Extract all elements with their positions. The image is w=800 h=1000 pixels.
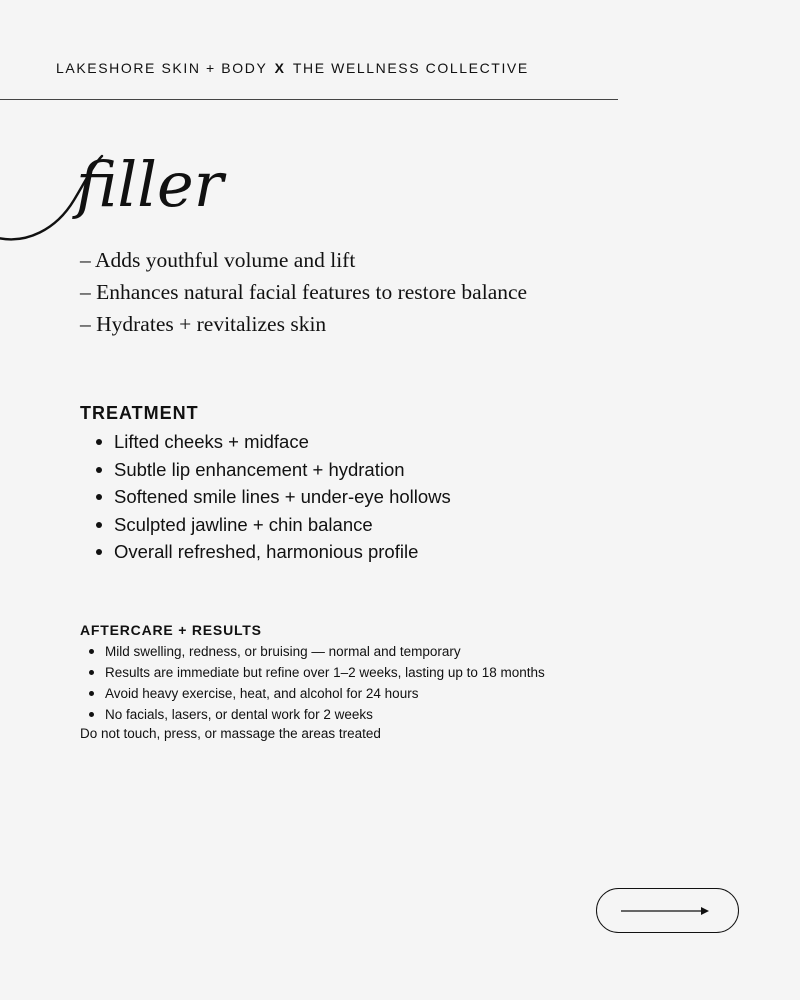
benefit-item: – Adds youthful volume and lift xyxy=(80,248,356,272)
benefit-item: – Enhances natural facial features to restore balance xyxy=(80,280,528,304)
aftercare-item: Results are immediate but refine over 1–2 weeks, lasting up to 18 months xyxy=(89,662,545,683)
brand-right: THE WELLNESS COLLECTIVE xyxy=(292,60,529,76)
brand-header xyxy=(56,60,529,76)
brand-left: LAKESHORE SKIN + BODY xyxy=(56,60,268,76)
page-title xyxy=(0,140,238,250)
title-text: filler xyxy=(76,148,224,221)
header-divider xyxy=(0,99,618,100)
aftercare-item: Avoid heavy exercise, heat, and alcohol for 24 hours xyxy=(89,683,545,704)
arrow-right-icon xyxy=(621,906,711,916)
aftercare-item: No facials, lasers, or dental work for 2 weeks xyxy=(89,704,545,725)
treatment-item: Lifted cheeks + midface xyxy=(96,428,451,456)
treatment-item: Softened smile lines + under-eye hollows xyxy=(96,483,451,511)
aftercare-note: Do not touch, press, or massage the areas treated xyxy=(80,726,381,741)
treatment-item: Sculpted jawline + chin balance xyxy=(96,511,451,539)
benefit-item: – Hydrates + revitalizes skin xyxy=(80,312,327,336)
aftercare-heading: AFTERCARE + RESULTS xyxy=(80,622,262,638)
next-button[interactable] xyxy=(596,888,739,933)
treatment-item: Overall refreshed, harmonious profile xyxy=(96,538,451,566)
treatment-list xyxy=(96,428,451,566)
aftercare-list xyxy=(89,641,545,725)
treatment-item: Subtle lip enhancement + hydration xyxy=(96,456,451,484)
brand-separator: X xyxy=(274,60,286,76)
treatment-heading: TREATMENT xyxy=(80,403,199,423)
benefits-list xyxy=(80,244,527,340)
aftercare-item: Mild swelling, redness, or bruising — normal and temporary xyxy=(89,641,545,662)
